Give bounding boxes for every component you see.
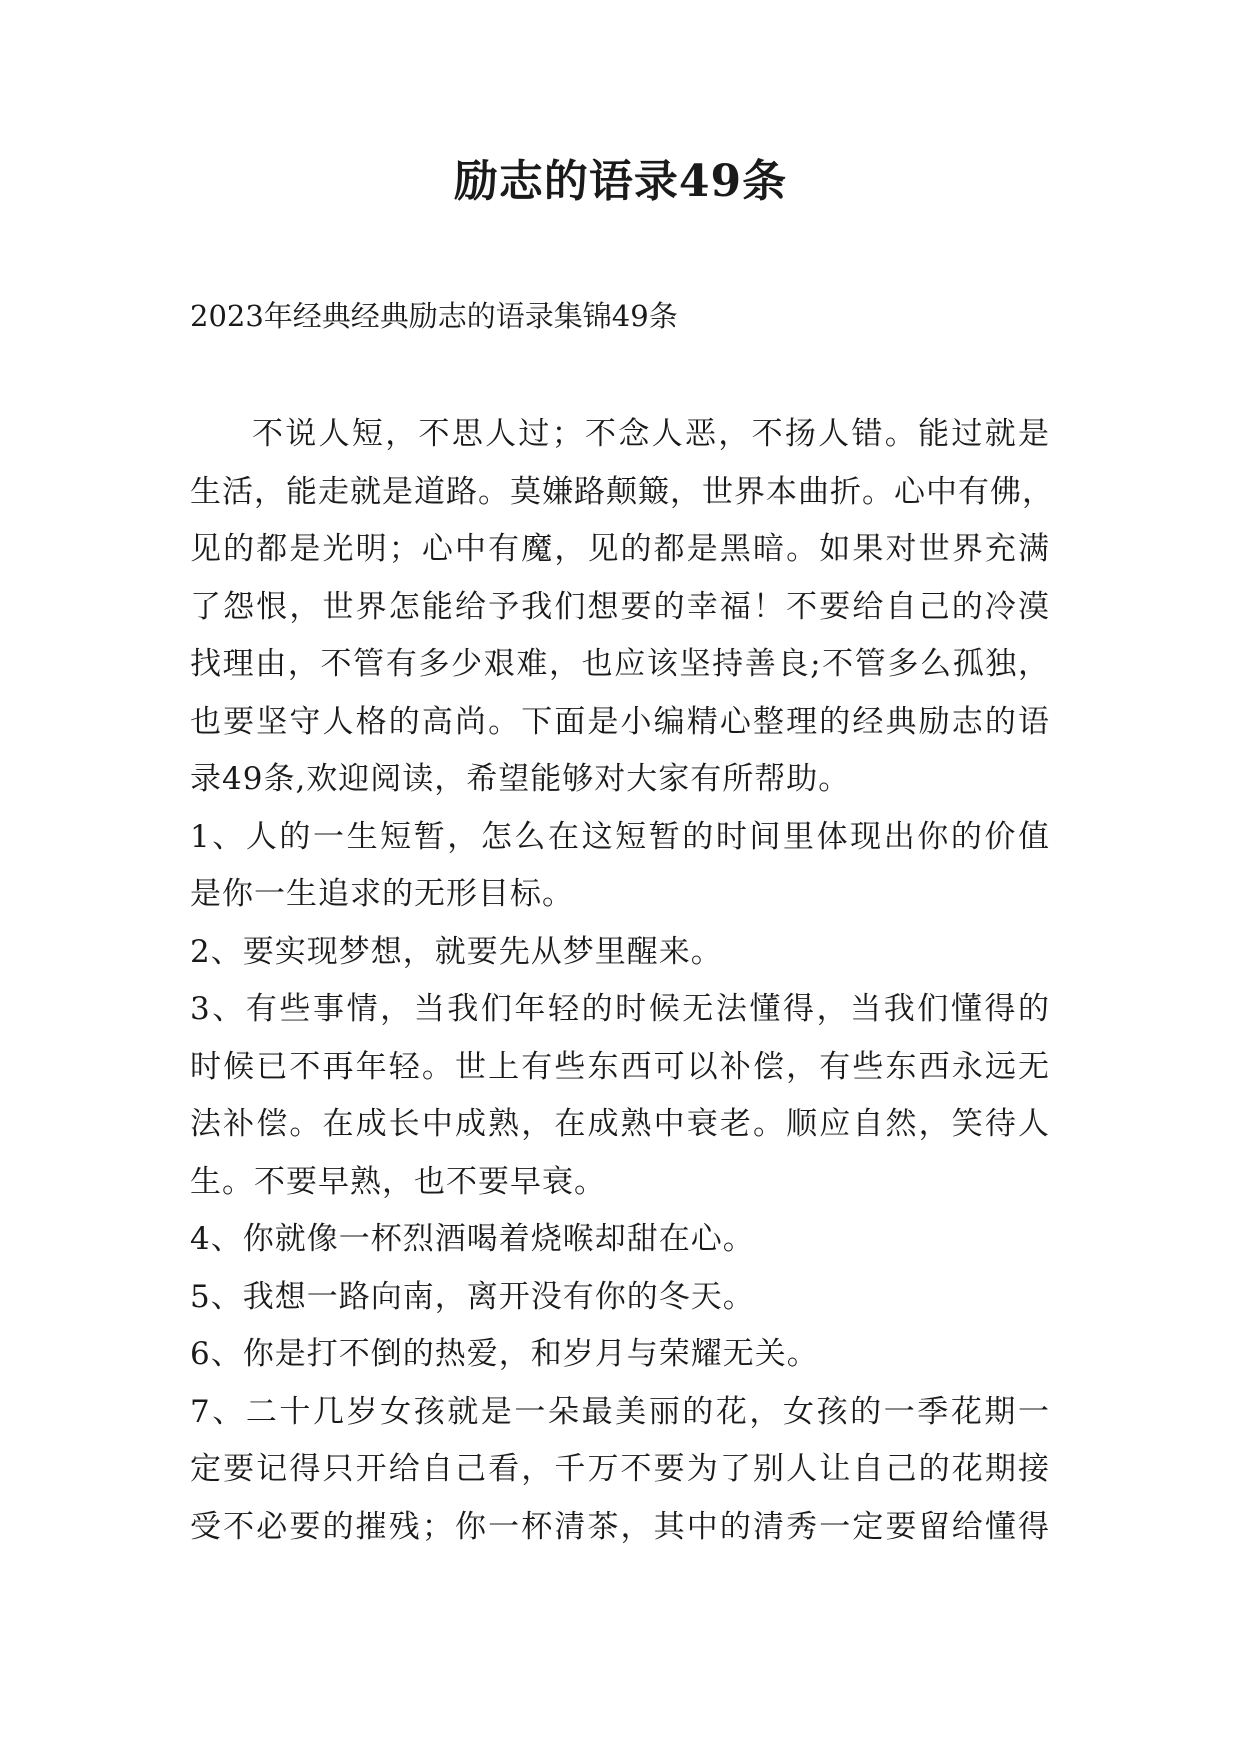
paragraph-line: 了怨恨，世界怎能给予我们想要的幸福！不要给自己的冷漠 <box>190 588 1050 625</box>
quote-line: 1、人的一生短暂，怎么在这短暂的时间里体现出你的价值 <box>190 818 1050 855</box>
quote-line: 3、有些事情，当我们年轻的时候无法懂得，当我们懂得的 <box>190 991 1050 1027</box>
paragraph-line: 也要坚守人格的高尚。下面是小编精心整理的经典励志的语 <box>190 703 1050 740</box>
quote-line: 5、我想一路向南，离开没有你的冬天。 <box>190 1278 755 1315</box>
document-subtitle: 2023年经典经典励志的语录集锦49条 <box>190 299 678 333</box>
quote-line: 7、二十几岁女孩就是一朵最美丽的花，女孩的一季花期一 <box>190 1393 1050 1430</box>
paragraph-line: 找理由，不管有多少艰难，也应该坚持善良;不管多么孤独， <box>190 646 1050 682</box>
quote-item <box>190 1326 1050 1384</box>
quote-line: 4、你就像一杯烈酒喝着烧喉却甜在心。 <box>190 1221 755 1257</box>
quote-item <box>190 1269 1050 1327</box>
paragraph-line: 不说人短，不思人过；不念人恶，不扬人错。能过就是 <box>252 416 1050 452</box>
paragraph-line: 见的都是光明；心中有魔，见的都是黑暗。如果对世界充满 <box>190 531 1050 567</box>
quote-item <box>190 981 1050 1211</box>
document-title: 励志的语录49条 <box>453 156 788 207</box>
quote-line: 6、你是打不倒的热爱，和岁月与荣耀无关。 <box>190 1336 819 1372</box>
quote-item <box>190 924 1050 982</box>
intro-paragraph <box>190 406 1054 809</box>
quote-line: 是你一生追求的无形目标。 <box>190 876 574 912</box>
quote-line: 时候已不再年轻。世上有些东西可以补偿，有些东西永远无 <box>190 1048 1050 1085</box>
quote-item <box>190 1211 1050 1269</box>
quote-line: 受不必要的摧残；你一杯清茶，其中的清秀一定要留给懂得 <box>190 1508 1050 1545</box>
quote-line: 法补偿。在成长中成熟，在成熟中衰老。顺应自然，笑待人 <box>190 1106 1050 1142</box>
paragraph-line: 生活，能走就是道路。莫嫌路颠簸，世界本曲折。心中有佛， <box>190 473 1054 510</box>
paragraph-line: 录49条,欢迎阅读，希望能够对大家有所帮助。 <box>190 761 851 797</box>
quote-line: 2、要实现梦想，就要先从梦里醒来。 <box>190 933 723 970</box>
quote-item <box>190 809 1050 924</box>
quote-line: 生。不要早熟，也不要早衰。 <box>190 1163 606 1200</box>
quote-item <box>190 1384 1050 1557</box>
document-body <box>190 406 1054 1556</box>
quote-line: 定要记得只开给自己看，千万不要为了别人让自己的花期接 <box>190 1451 1050 1487</box>
